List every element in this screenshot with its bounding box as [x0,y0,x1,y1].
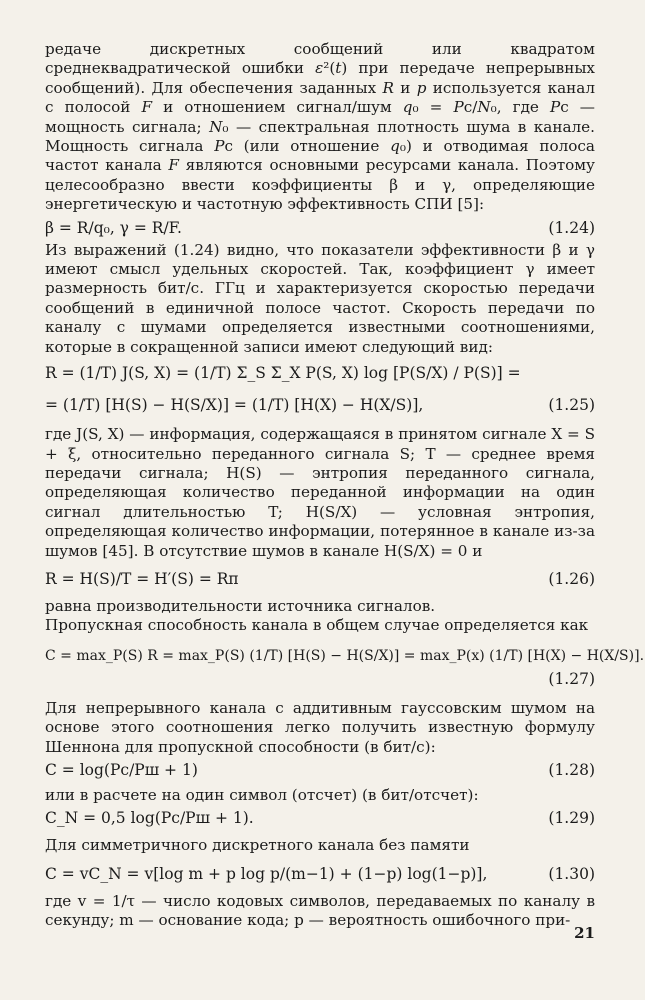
equation-body: R = H(S)/T = H′(S) = Rп [45,569,239,588]
equation-body: C_N = 0,5 log(Pс/Pш + 1). [45,809,254,828]
equation-1-28 [45,760,595,780]
equation-number: (1.26) [548,569,595,588]
equation-number: (1.27) [548,669,595,688]
equation-number: (1.30) [548,864,595,883]
paragraph-6: Для непрерывного канала с аддитивным гауссовским шумом на основе этого соотношения легко получить известную формулу Шеннона для пропускной способности (в бит/с): [45,698,595,756]
paragraph-8: Для симметричного дискретного канала без памяти [45,836,470,855]
equation-number: (1.25) [548,396,595,415]
equation-1-30 [45,864,595,884]
equation-number: (1.29) [548,809,595,828]
equation-1-25-line-1 [45,363,595,383]
page-number: 21 [574,924,595,942]
document-page [45,40,645,931]
paragraph-4: равна производительности источника сигналов. [45,596,436,615]
equation-body: β = R/q₀, γ = R/F. [45,218,182,237]
equation-1-26 [45,569,595,589]
equation-number: (1.24) [548,218,595,237]
paragraph-3: где J(S, X) — информация, содержащаяся в принятом сигнале X = S + ξ, относительно переданного сигнала S; T — среднее время передачи сигнала; H(S) — энтропия переданного сигнала, определяющая количество переданной информации на один сигнал длительностью T; H(S/X) — условная энтропия, определяющая количество информации, потерянное в канале из-за шумов [45]. В отсутствие шумов в канале H(S/X) = 0 и [45,425,595,560]
paragraph-5: Пропускная способность канала в общем случае определяется как [45,616,589,635]
equation-1-24 [45,218,595,238]
paragraph-1: редаче дискретных сообщений или квадратом среднеквадратической ошибки ε²(t) при передаче непрерывных сообщений). Для обеспечения заданных R и p используется канал с полосой F и отношением сигнал/шум q₀ = Pс/N₀, где Pс — мощность сигнала; N₀ — спектральная плотность шума в канале. Мощность сигнала Pс (или отношение q₀) и отводимая полоса частот канала F являются основными ресурсами канала. Поэтому целесообразно ввести коэффициенты β и γ, определяющие энергетическую и частотную эффективность СПИ [5]: [45,40,595,214]
equation-1-25-line-2 [45,395,595,415]
equation-1-27 [45,646,645,666]
equation-number: (1.28) [548,760,595,779]
equation-body: = (1/T) [H(S) − H(S/X)] = (1/T) [H(X) − H(X/S)], [45,396,424,415]
paragraph-2: Из выражений (1.24) видно, что показатели эффективности β и γ имеют смысл удельных скоростей. Так, коэффициент γ имеет размерность бит/с. ГГц и характеризуется скоростью передачи сообщений в единичной полосе частот. Скорость передачи по каналу с шумами определяется известными соотношениями, которые в сокращенной записи имеют следующий вид: [45,240,595,356]
equation-body: C = max_P(S) R = max_P(S) (1/T) [H(S) − H(S/X)] = max_P(x) (1/T) [H(X) − H(X/S)]. [45,647,645,664]
paragraph-9: где v = 1/τ — число кодовых символов, передаваемых по каналу в секунду; m — основание кода; p — вероятность ошибочного при- [45,891,595,930]
paragraph-7: или в расчете на один символ (отсчет) (в бит/отсчет): [45,785,479,804]
equation-body: R = (1/T) J(S, X) = (1/T) Σ_S Σ_X P(S, X) log [P(S/X) / P(S)] = [45,364,521,383]
equation-body: C = vC_N = v[log m + p log p/(m−1) + (1−p) log(1−p)], [45,864,488,883]
equation-1-27-number-row [45,669,595,691]
equation-body: C = log(Pс/Pш + 1) [45,760,198,779]
equation-1-29 [45,808,595,828]
